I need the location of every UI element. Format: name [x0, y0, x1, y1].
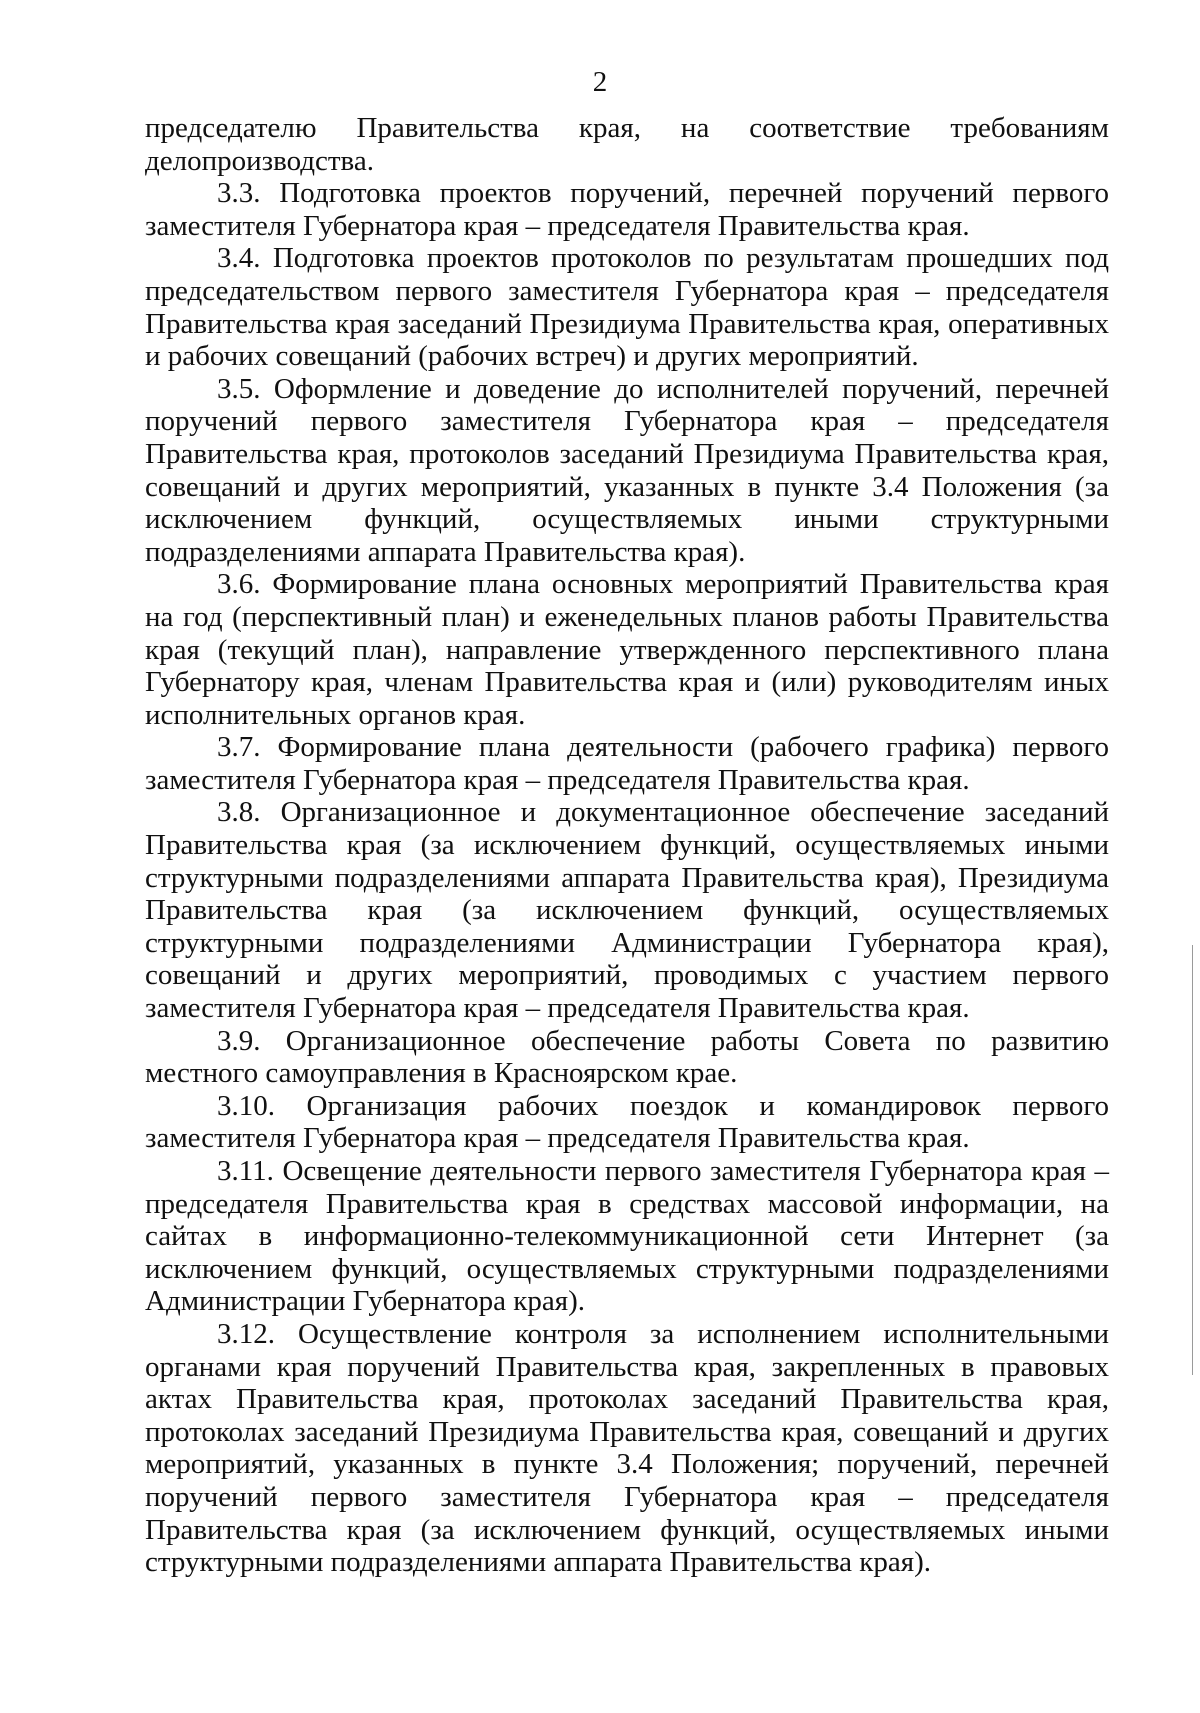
paragraph-3-7: 3.7. Формирование плана деятельности (рабочего графика) первого заместителя Губернатора края – председателя Правительства края. — [145, 731, 1109, 796]
paragraph-3-8: 3.8. Организационное и документационное обеспечение заседаний Правительства края (за исключением функций, осуществляемых иными структурными подразделениями аппарата Правительства края), Президиума Правительства края (за исключением функций, осуществляемых структурными подразделениями Администрации Губернатора края), совещаний и других мероприятий, проводимых с участием первого заместителя Губернатора края – председателя Правительства края. — [145, 796, 1109, 1025]
paragraph-3-3: 3.3. Подготовка проектов поручений, перечней поручений первого заместителя Губернатора края – председателя Правительства края. — [145, 177, 1109, 242]
page-number: 2 — [592, 66, 608, 98]
paragraph-3-4: 3.4. Подготовка проектов протоколов по результатам прошедших под председательством первого заместителя Губернатора края – председателя Правительства края заседаний Президиума Правительства края, оперативных и рабочих совещаний (рабочих встреч) и других мероприятий. — [145, 242, 1109, 373]
document-body — [145, 112, 1109, 1579]
paragraph-continuation: председателю Правительства края, на соответствие требованиям делопроизводства. — [145, 112, 1109, 177]
paragraph-3-6: 3.6. Формирование плана основных мероприятий Правительства края на год (перспективный план) и еженедельных планов работы Правительства края (текущий план), направление утвержденного перспективного плана Губернатору края, членам Правительства края и (или) руководителям иных исполнительных органов края. — [145, 568, 1109, 731]
paragraph-3-9: 3.9. Организационное обеспечение работы Совета по развитию местного самоуправления в Красноярском крае. — [145, 1024, 1109, 1090]
paragraph-3-5: 3.5. Оформление и доведение до исполнителей поручений, перечней поручений первого заместителя Губернатора края – председателя Правительства края, протоколов заседаний Президиума Правительства края, совещаний и других мероприятий, указанных в пункте 3.4 Положения (за исключением функций, осуществляемых иными структурными подразделениями аппарата Правительства края). — [145, 372, 1109, 568]
scan-edge-line — [1192, 945, 1193, 1375]
paragraph-3-11: 3.11. Освещение деятельности первого заместителя Губернатора края – председателя Правительства края в средствах массовой информации, на сайтах в информационно-телекоммуникационной сети Интернет (за исключением функций, осуществляемых структурными подразделениями Администрации Губернатора края). — [145, 1155, 1109, 1318]
paragraph-3-10: 3.10. Организация рабочих поездок и командировок первого заместителя Губернатора края – председателя Правительства края. — [145, 1089, 1109, 1155]
paragraph-3-12: 3.12. Осуществление контроля за исполнением исполнительными органами края поручений Правительства края, закрепленных в правовых актах Правительства края, протоколах заседаний Правительства края, протоколах заседаний Президиума Правительства края, совещаний и других мероприятий, указанных в пункте 3.4 Положения; поручений, перечней поручений первого заместителя Губернатора края – председателя Правительства края (за исключением функций, осуществляемых иными структурными подразделениями аппарата Правительства края). — [145, 1317, 1109, 1579]
